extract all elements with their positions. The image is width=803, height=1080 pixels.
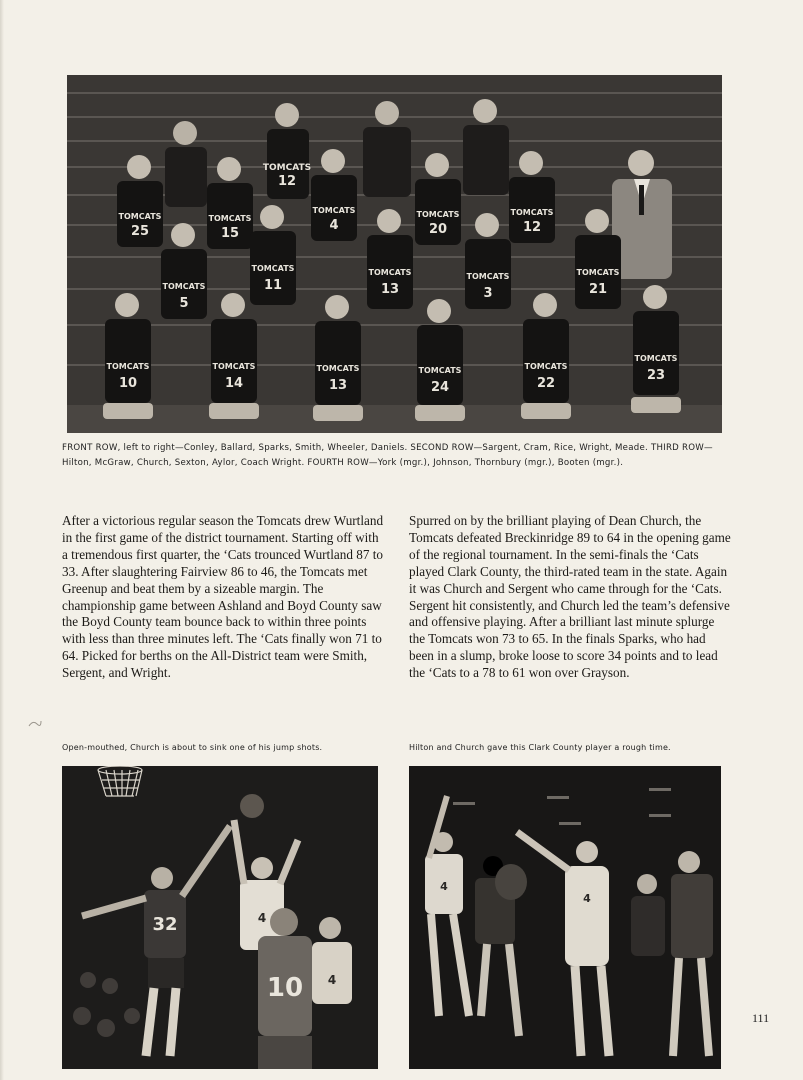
jersey-number: 4: [583, 892, 591, 905]
article-right-text: Spurred on by the brilliant playing of Dean Church, the Tomcats defeated Breckinridge 89 to 64 in the opening game of the regional tournament. In the semi-finals the ‘Cats played Clark County, the third-rated team in the state. Again it was Church and Sergent who came through for the ‘Cats. Sergent hit consistently, and Church led the team’s defensive and offensive playing. After a brilliant last minute splurge the Tomcats won 73 to 65. In the finals Sparks, who had been in a slump, broke loose to score 34 points and to lead the ‘Cats to a 78 to 61 won over Grayson.: [409, 513, 731, 681]
jersey-text: TOMCATS: [316, 364, 360, 373]
jersey-text: TOMCATS: [106, 362, 150, 371]
jersey-number: 23: [646, 368, 666, 383]
article-left-column: [62, 513, 384, 682]
jersey-number: 12: [522, 220, 542, 235]
jersey-number: 15: [220, 226, 240, 241]
jersey-text: TOMCATS: [162, 282, 206, 291]
jersey-number: 12: [277, 174, 297, 189]
action-photo-left: [62, 766, 378, 1069]
jersey-number: 3: [483, 286, 493, 301]
jersey-number: 11: [263, 278, 283, 293]
action-photo-right: [409, 766, 721, 1069]
action-photo-right-illustration: [409, 766, 721, 1069]
jersey-text: TOMCATS: [118, 212, 162, 221]
action-photo-left-illustration: [62, 766, 378, 1069]
jersey-number: 4: [329, 218, 339, 233]
jersey-text: TOMCATS: [418, 366, 462, 375]
jersey-number: 21: [588, 282, 608, 297]
article-right-column: [409, 513, 731, 682]
jersey-text: TOMCATS: [368, 268, 412, 277]
jersey-number: 4: [257, 911, 267, 925]
page-binding-edge: [0, 0, 4, 1080]
jersey-number: 20: [428, 222, 448, 237]
jersey-number: 4: [327, 973, 337, 987]
jersey-text: TOMCATS: [251, 264, 295, 273]
team-photo-illustration: [67, 75, 722, 433]
team-photo: [67, 75, 722, 433]
photo-caption-right: Hilton and Church gave this Clark County player a rough time.: [409, 743, 671, 752]
jersey-text: TOMCATS: [466, 272, 510, 281]
jersey-number: 10: [266, 973, 304, 1003]
page-number: 111: [752, 1011, 770, 1025]
jersey-number: 32: [152, 914, 178, 935]
jersey-text: TOMCATS: [524, 362, 568, 371]
jersey-number: 13: [328, 378, 348, 393]
photo-caption-left: Open-mouthed, Church is about to sink one of his jump shots.: [62, 743, 323, 752]
jersey-number: 10: [118, 376, 138, 391]
jersey-text: TOMCATS: [634, 354, 678, 363]
team-photo-caption: FRONT ROW, left to right—Conley, Ballard, Sparks, Smith, Wheeler, Daniels. SECOND ROW—Sargent, Cram, Rice, Wright, Meade. THIRD ROW—Hilton, McGraw, Church, Sexton, Aylor, Coach Wright. FOURTH ROW—York (mgr.), Johnson, Thornbury (mgr.), Booten (mgr.).: [62, 443, 713, 468]
jersey-text: TOMCATS: [208, 214, 252, 223]
jersey-number: 22: [536, 376, 556, 391]
jersey-text: TOMCATS: [510, 208, 554, 217]
jersey-text: TOMCATS: [416, 210, 460, 219]
jersey-number: 13: [380, 282, 400, 297]
jersey-text: TOMCATS: [312, 206, 356, 215]
jersey-number: 5: [179, 296, 189, 311]
jersey-number: 4: [440, 880, 448, 893]
jersey-text: TOMCATS: [576, 268, 620, 277]
jersey-text: TOMCATS: [262, 163, 312, 173]
jersey-text: TOMCATS: [212, 362, 256, 371]
jersey-number: 25: [130, 224, 150, 239]
margin-mark: [28, 718, 42, 728]
article-left-text: After a victorious regular season the Tomcats drew Wurtland in the first game of the district tournament. Starting off with a tremendous first quarter, the ‘Cats trounced Wurtland 87 to 33. After slaughtering Fairview 86 to 46, the Tomcats met Greenup and beat them by a sizeable margin. The championship game between Ashland and Boyd County saw the Boyd County team bounce back to within three points with less than three minutes left. The ‘Cats finally won 71 to 64. Picked for berths on the All-District team were Smith, Sergent, and Wright.: [62, 513, 384, 681]
jersey-number: 14: [224, 376, 244, 391]
jersey-number: 24: [430, 380, 450, 395]
